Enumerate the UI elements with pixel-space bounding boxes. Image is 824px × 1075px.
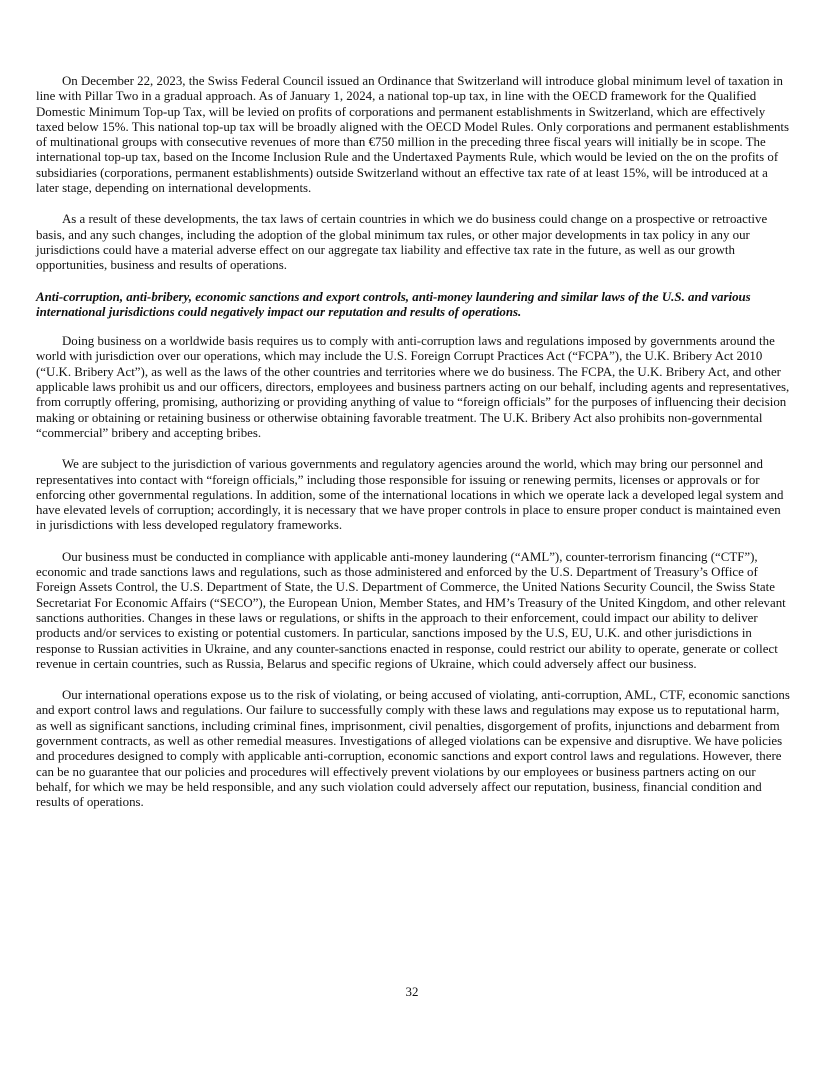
paragraph-tax-law-changes: As a result of these developments, the tax laws of certain countries in which we do business could change on a prospective or retroactive basis, and any such changes, including the adoption of the global minimum tax rules, or other major developments in tax policy in any our jurisdictions could have a material adverse effect on our aggregate tax liability and effective tax rate in the future, as well as our growth opportunities, business and results of operations. (36, 212, 768, 273)
paragraph-international-operations-risk: Our international operations expose us to the risk of violating, or being accused of violating, anti-corruption, AML, CTF, economic sanctions and export control laws and regulations. Our failure to successfully comply with these laws and regulations may expose us to reputational harm, as well as significant sanctions, including criminal fines, imprisonment, civil penalties, disgorgement of profits, injunctions and debarment from government contracts, as well as other remedial measures. Investigations of alleged violations can be expensive and disruptive. We have policies and procedures designed to comply with applicable anti-corruption, economic sanctions and export control laws and regulations. However, there can be no guarantee that our policies and procedures will effectively prevent violations by our employees or business partners acting on our behalf, for which we may be held responsible, and any such violation could adversely affect our reputation, business, financial condition and results of operations. (36, 688, 790, 810)
risk-factor-heading: Anti-corruption, anti-bribery, economic sanctions and export controls, anti-money laundering and similar laws of the U.S. and various international jurisdictions could negatively impact our reputation and results of operations. (36, 289, 751, 319)
paragraph-anti-corruption-laws: Doing business on a worldwide basis requires us to comply with anti-corruption laws and regulations imposed by governments around the world with jurisdiction over our operations, which may include the U.S. Foreign Corrupt Practices Act (“FCPA”), the U.K. Bribery Act 2010 (“U.K. Bribery Act”), as well as the laws of the other countries and territories where we do business. The FCPA, the U.K. Bribery Act, and other applicable laws prohibit us and our officers, directors, employees and business partners acting on our behalf, including agents and representatives, from corruptly offering, promising, authorizing or providing anything of value to “foreign officials” for the purposes of influencing their decision making or obtaining or retaining business or otherwise obtaining favorable treatment. The U.K. Bribery Act also prohibits non-governmental “commercial” bribery and accepting bribes. (36, 334, 790, 440)
document-page (36, 74, 790, 826)
paragraph-aml-sanctions: Our business must be conducted in compliance with applicable anti-money laundering (“AML”), counter-terrorism financing (“CTF”), economic and trade sanctions laws and regulations, such as those administered and enforced by the U.S. Department of Treasury’s Office of Foreign Assets Control, the U.S. Department of State, the U.S. Department of Commerce, the United Nations Security Council, the Swiss State Secretariat For Economic Affairs (“SECO”), the European Union, Member States, and HM’s Treasury of the United Kingdom, and other relevant sanctions authorities. Changes in these laws or regulations, or shifts in the approach to their enforcement, could impact our ability to deliver products and/or services to existing or potential customers. In particular, sanctions imposed by the U.S, EU, U.K. and other jurisdictions in response to Russian activities in Ukraine, and any counter-sanctions enacted in response, could restrict our ability to operate, generate or collect revenue in certain countries, such as Russia, Belarus and specific regions of Ukraine, which could adversely affect our business. (36, 549, 786, 671)
paragraph-swiss-ordinance: On December 22, 2023, the Swiss Federal Council issued an Ordinance that Switzerland will introduce global minimum level of taxation in line with Pillar Two in a gradual approach. As of January 1, 2024, a national top-up tax, in line with the OECD framework for the Qualified Domestic Minimum Top-up Tax, will be levied on profits of corporations and permanent establishments in Switzerland, which are effectively taxed below 15%. This national top-up tax will be broadly aligned with the OECD Model Rules. Only corporations and permanent establishments of multinational groups with consecutive revenues of more than €750 million in the preceding three fiscal years will initially be in scope. The international top-up tax, based on the Income Inclusion Rule and the Undertaxed Payments Rule, which would be levied on the on the profits of subsidiaries (corporations, permanent establishments) outside Switzerland without an effective tax rate of at least 15%, will be introduced at a later stage, depending on international developments. (36, 74, 790, 196)
page-number: 32 (405, 985, 419, 999)
paragraph-regulatory-jurisdiction: We are subject to the jurisdiction of various governments and regulatory agencies around the world, which may bring our personnel and representatives into contact with “foreign officials,” including those responsible for issuing or renewing permits, licenses or approvals or for enforcing other governmental regulations. In addition, some of the international locations in which we operate lack a developed legal system and have elevated levels of corruption; accordingly, it is necessary that we have proper controls in place to ensure proper conduct is maintained even in jurisdictions with less developed regulatory frameworks. (36, 457, 784, 533)
